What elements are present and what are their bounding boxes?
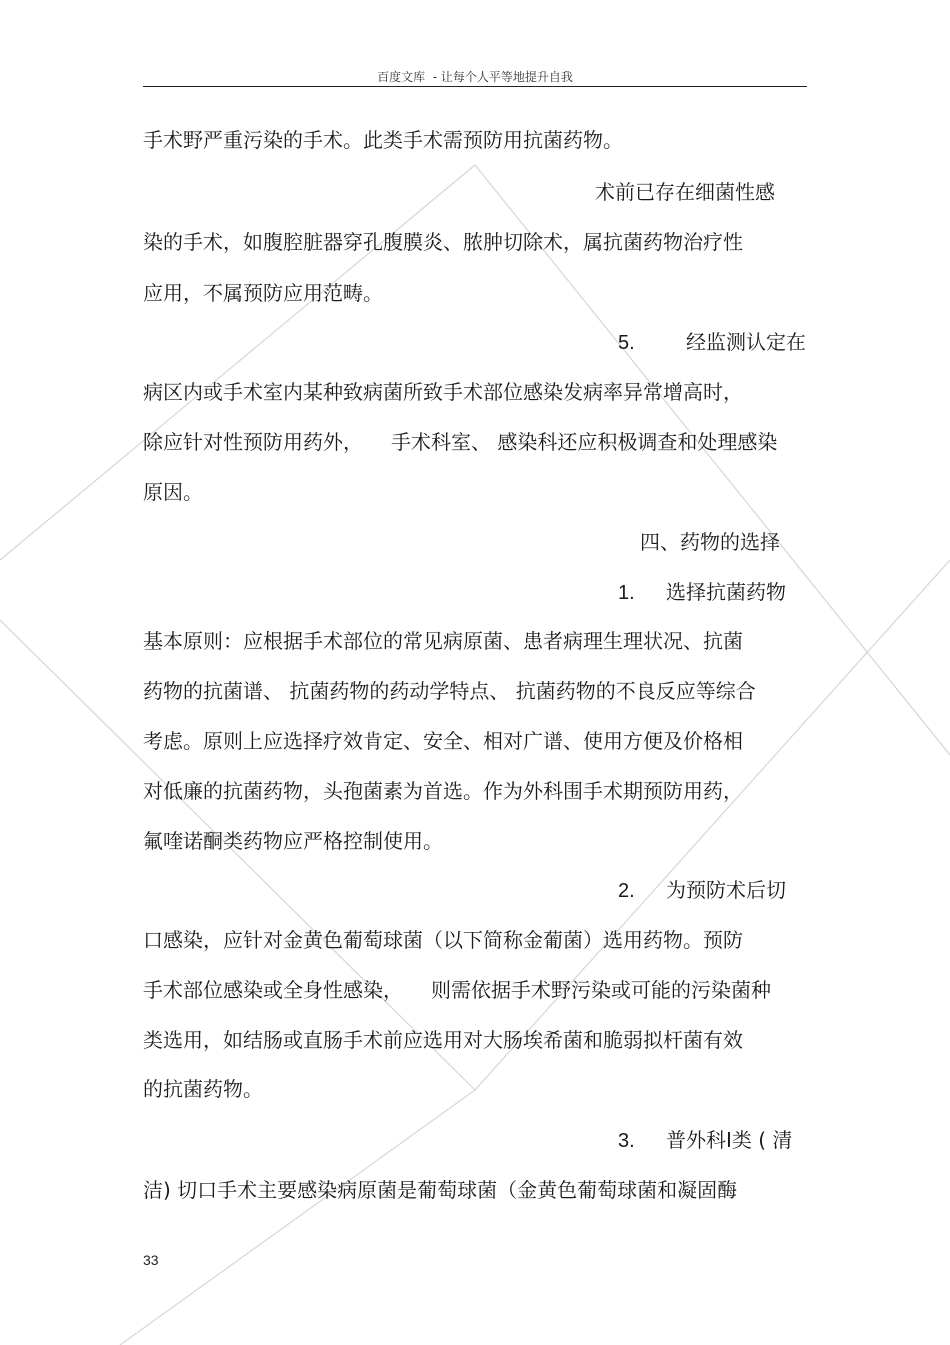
list-number: 2. bbox=[618, 880, 635, 902]
text-line: 病区内或手术室内某种致病菌所致手术部位感染发病率异常增高时， bbox=[143, 380, 743, 404]
text-line: 考虑。原则上应选择疗效肯定、安全、相对广谱、使用方便及价格相 bbox=[143, 729, 743, 753]
watermark-line bbox=[0, 165, 475, 560]
list-number: 5. bbox=[618, 332, 635, 354]
header-text: 百度文库 - 让每个人平等地提升自我 bbox=[377, 70, 573, 84]
text-line: 基本原则：应根据手术部位的常见病原菌、患者病理生理状况、抗菌 bbox=[143, 629, 743, 653]
list-number: 1. bbox=[618, 582, 635, 604]
text-line: 手术野严重污染的手术。此类手术需预防用抗菌药物。 bbox=[143, 128, 623, 152]
text-line: 术前已存在细菌性感 bbox=[595, 180, 775, 204]
text-segment: 选择抗菌药物 bbox=[666, 580, 786, 604]
text-segment: 经监测认定在 bbox=[686, 330, 806, 354]
text-segment: 除应针对性预防用药外， bbox=[143, 430, 363, 454]
text-segment: 手术部位感染或全身性感染， bbox=[143, 978, 403, 1002]
text-line: 染的手术，如腹腔脏器穿孔腹膜炎、脓肿切除术，属抗菌药物治疗性 bbox=[143, 230, 743, 254]
text-line: 对低廉的抗菌药物，头孢菌素为首选。作为外科围手术期预防用药， bbox=[143, 779, 743, 803]
numbered-line bbox=[618, 878, 786, 903]
numbered-line bbox=[618, 330, 806, 355]
text-line bbox=[143, 430, 777, 454]
text-segment: 普外科Ⅰ类 ( 清 bbox=[666, 1128, 793, 1152]
section-heading: 四、药物的选择 bbox=[640, 530, 780, 554]
watermark-line bbox=[120, 1090, 475, 1345]
text-segment: 为预防术后切 bbox=[666, 878, 786, 902]
header-divider bbox=[143, 86, 807, 87]
list-number: 3. bbox=[618, 1130, 635, 1152]
text-line: 氟喹诺酮类药物应严格控制使用。 bbox=[143, 829, 443, 853]
text-line: 洁) 切口手术主要感染病原菌是葡萄球菌（金黄色葡萄球菌和凝固酶 bbox=[143, 1178, 738, 1202]
text-segment: 则需依据手术野污染或可能的污染菌种 bbox=[431, 978, 771, 1002]
text-line: 的抗菌药物。 bbox=[143, 1077, 263, 1101]
text-line: 类选用，如结肠或直肠手术前应选用对大肠埃希菌和脆弱拟杆菌有效 bbox=[143, 1028, 743, 1052]
page-number: 33 bbox=[143, 1252, 159, 1268]
text-line: 原因。 bbox=[143, 480, 203, 504]
text-line: 药物的抗菌谱、 抗菌药物的药动学特点、 抗菌药物的不良反应等综合 bbox=[143, 679, 756, 703]
text-line: 应用，不属预防应用范畴。 bbox=[143, 281, 383, 305]
numbered-line bbox=[618, 1128, 792, 1153]
numbered-line bbox=[618, 580, 786, 605]
text-line: 口感染，应针对金黄色葡萄球菌（以下简称金葡菌）选用药物。预防 bbox=[143, 928, 743, 952]
text-line bbox=[143, 978, 771, 1002]
text-segment: 手术科室、 感染科还应积极调查和处理感染 bbox=[391, 430, 778, 454]
